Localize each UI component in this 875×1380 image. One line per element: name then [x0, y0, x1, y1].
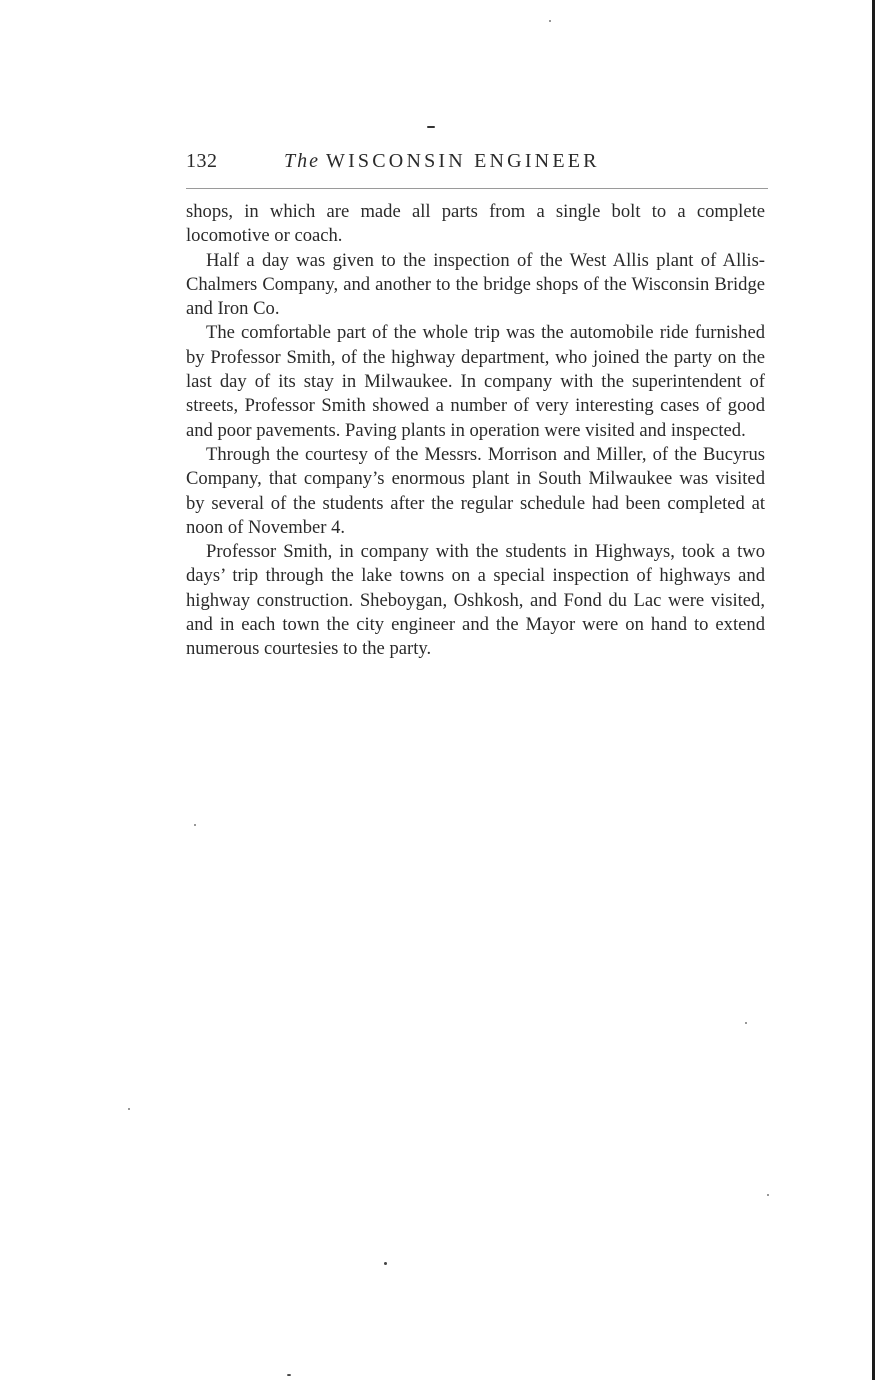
paragraph-west-allis: Half a day was given to the inspection of the West Allis plant of Allis-Chalmers Company, and another to the bridge shops of the Wisconsin Bridge and Iron Co.: [186, 249, 765, 320]
scan-speck: [745, 1022, 747, 1024]
paragraph-shops: shops, in which are made all parts from a single bolt to a complete locomotive or coach.: [186, 201, 765, 247]
scan-speck: [427, 126, 435, 128]
running-title-journal: WISCONSIN ENGINEER: [326, 150, 600, 172]
paragraph-automobile-ride: The comfortable part of the whole trip was the automobile ride furnished by Professor Smith, of the highway department, who joined the party on the last day of its stay in Milwaukee. In company with the superintendent of streets, Professor Smith showed a number of very interesting cases of good and poor pavements. Paving plants in operation were visited and inspected.: [186, 322, 765, 441]
paragraph-bucyrus: Through the courtesy of the Messrs. Morrison and Miller, of the Bucyrus Company, that company’s enormous plant in South Milwaukee was visited by several of the students after the regular schedule had been completed at noon of November 4.: [186, 443, 765, 538]
scan-speck: [384, 1262, 387, 1265]
scan-speck: [287, 1374, 291, 1376]
running-title-the: The: [284, 150, 320, 172]
running-header: [186, 150, 768, 180]
article-body: [186, 200, 765, 662]
scan-speck: [194, 824, 196, 826]
running-title: [284, 150, 600, 173]
scan-speck: [767, 1194, 769, 1196]
page-number: 132: [186, 150, 218, 172]
paragraph-highways-trip: Professor Smith, in company with the students in Highways, took a two days’ trip through the lake towns on a special inspection of highways and highway construction. Sheboygan, Oshkosh, and Fond du Lac were visited, and in each town the city engineer and the Mayor were on hand to extend numerous courtesies to the party.: [186, 541, 765, 660]
scan-speck: [549, 20, 551, 22]
header-rule: [186, 188, 768, 189]
scan-speck: [128, 1108, 130, 1110]
